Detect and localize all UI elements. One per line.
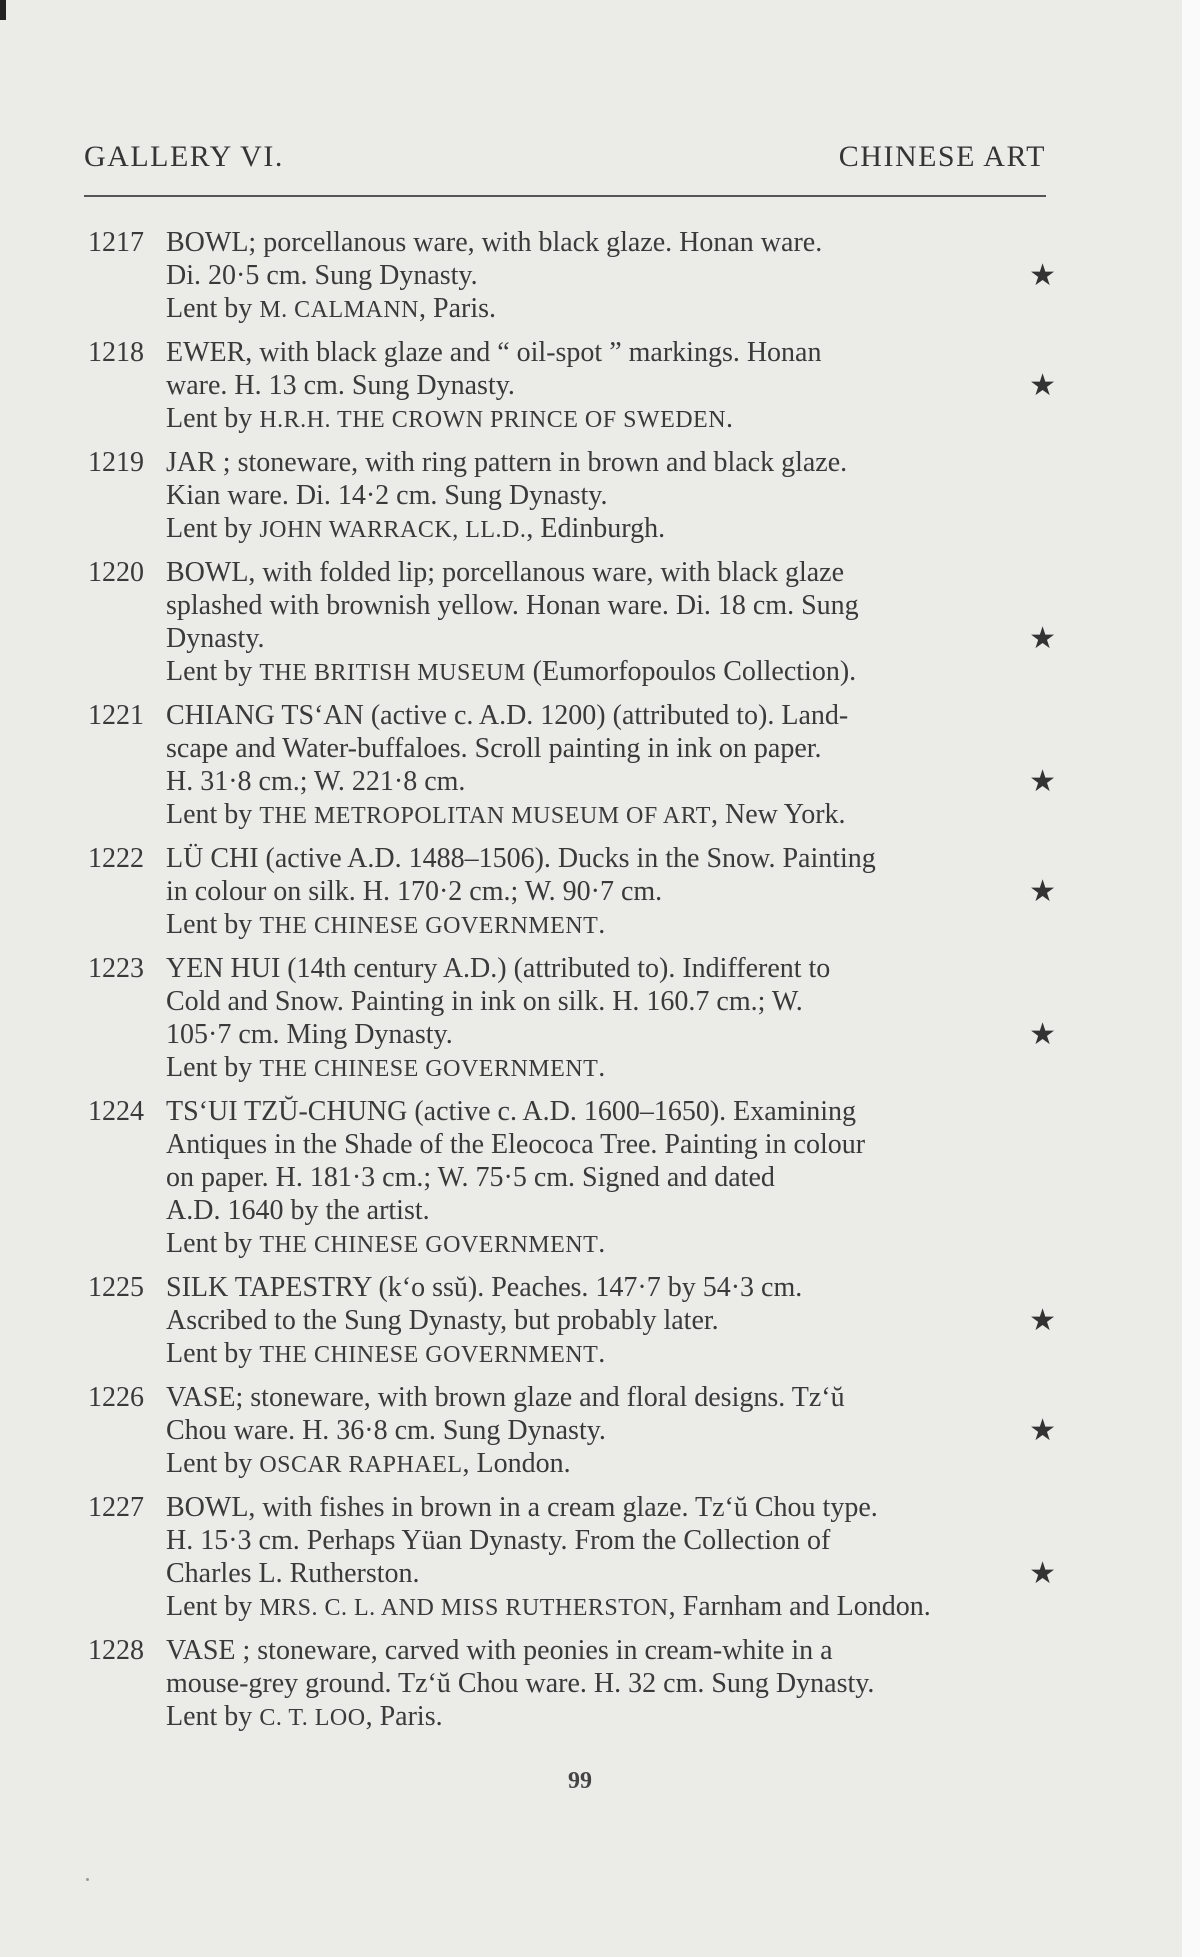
entry-description-line — [166, 1524, 1056, 1557]
page-number: 99 — [568, 1768, 592, 1794]
section-heading: CHINESE ART — [838, 140, 1046, 173]
entry-description-line — [166, 1381, 1056, 1414]
lender-suffix: , Paris. — [419, 293, 496, 324]
entry-text: 105·7 cm. Ming Dynasty. — [166, 1019, 453, 1050]
entry-description-line — [166, 842, 1056, 875]
entry-number: 1220 — [88, 557, 144, 588]
entry-text: SILK TAPESTRY (k‘o ssŭ). Peaches. 147·7 by 54·3 cm. — [166, 1272, 803, 1303]
entry-text: splashed with brownish yellow. Honan ware. Di. 18 cm. Sung — [166, 590, 859, 621]
running-head — [84, 140, 1046, 174]
entry-text: LÜ CHI (active A.D. 1488–1506). Ducks in the Snow. Painting — [166, 843, 876, 874]
lender-prefix: Lent by — [166, 1228, 253, 1259]
gallery-heading: GALLERY VI. — [84, 140, 284, 173]
catalogue-entry — [88, 556, 1056, 690]
catalogue-entry — [88, 842, 1056, 943]
lender-line — [166, 402, 1056, 437]
lender-line — [166, 1337, 1056, 1372]
star-icon: ★ — [1029, 1304, 1056, 1337]
catalogue-entry — [88, 226, 1056, 327]
lender-suffix: (Eumorfopoulos Collection). — [525, 656, 857, 687]
entry-number: 1226 — [88, 1382, 144, 1413]
entry-number: 1225 — [88, 1272, 144, 1303]
entry-description-line — [166, 446, 1056, 479]
entry-description-line — [166, 732, 1056, 765]
entry-description-line — [166, 369, 1056, 402]
catalogue-entry — [88, 1491, 1056, 1625]
entry-description-line — [166, 589, 1056, 622]
paper-speck — [86, 1878, 89, 1881]
catalogue-entry — [88, 952, 1056, 1086]
lender-name: M. CALMANN — [259, 297, 419, 323]
entry-description-line — [166, 1667, 1056, 1700]
entry-text: Charles L. Rutherston. — [166, 1558, 420, 1589]
entry-text: Chou ware. H. 36·8 cm. Sung Dynasty. — [166, 1415, 606, 1446]
lender-name: C. T. LOO — [259, 1705, 366, 1731]
entry-description-line — [166, 1271, 1056, 1304]
star-icon: ★ — [1029, 369, 1056, 402]
entry-text: H. 15·3 cm. Perhaps Yüan Dynasty. From the Collection of — [166, 1525, 831, 1556]
lender-prefix: Lent by — [166, 513, 253, 544]
entry-text: VASE; stoneware, with brown glaze and floral designs. Tz‘ŭ — [166, 1382, 845, 1413]
entry-text: H. 31·8 cm.; W. 221·8 cm. — [166, 766, 466, 797]
entry-description-line — [166, 1095, 1056, 1128]
star-icon: ★ — [1029, 1557, 1056, 1590]
star-icon: ★ — [1029, 622, 1056, 655]
entry-description-line — [166, 1557, 1056, 1590]
entry-text: Antiques in the Shade of the Eleococa Tree. Painting in colour — [166, 1129, 866, 1160]
lender-name: H.R.H. THE CROWN PRINCE OF SWEDEN — [259, 407, 727, 433]
entry-description-line — [166, 1018, 1056, 1051]
star-icon: ★ — [1029, 765, 1056, 798]
lender-prefix: Lent by — [166, 403, 253, 434]
catalogue-entry — [88, 336, 1056, 437]
entry-description-line — [166, 1491, 1056, 1524]
entry-text: BOWL; porcellanous ware, with black glaze. Honan ware. — [166, 227, 823, 258]
lender-suffix: , New York. — [710, 799, 846, 830]
entry-text: TS‘UI TZŬ-CHUNG (active c. A.D. 1600–1650). Examining — [166, 1096, 857, 1127]
lender-prefix: Lent by — [166, 1052, 253, 1083]
lender-suffix: , Paris. — [365, 1701, 443, 1732]
lender-name: THE METROPOLITAN MUSEUM OF ART — [259, 803, 711, 829]
lender-line — [166, 1700, 1056, 1735]
header-rule — [84, 195, 1046, 197]
entry-description-line — [166, 259, 1056, 292]
lender-line — [166, 512, 1056, 547]
entry-text: ware. H. 13 cm. Sung Dynasty. — [166, 370, 515, 401]
entry-text: Di. 20·5 cm. Sung Dynasty. — [166, 260, 478, 291]
entry-description-line — [166, 699, 1056, 732]
entry-description-line — [166, 1161, 1056, 1194]
entry-text: scape and Water-buffaloes. Scroll painting in ink on paper. — [166, 733, 822, 764]
catalogue-entry — [88, 1381, 1056, 1482]
lender-name: THE BRITISH MUSEUM — [259, 660, 526, 686]
lender-name: OSCAR RAPHAEL — [259, 1452, 463, 1478]
entry-description-line — [166, 1304, 1056, 1337]
entry-text: CHIANG TS‘AN (active c. A.D. 1200) (attributed to). Land- — [166, 700, 849, 731]
lender-prefix: Lent by — [166, 1591, 253, 1622]
lender-suffix: , Edinburgh. — [526, 513, 666, 544]
star-icon: ★ — [1029, 875, 1056, 908]
entry-text: mouse-grey ground. Tz‘ŭ Chou ware. H. 32 cm. Sung Dynasty. — [166, 1668, 875, 1699]
entry-text: on paper. H. 181·3 cm.; W. 75·5 cm. Signed and dated — [166, 1162, 775, 1193]
lender-line — [166, 1590, 1056, 1625]
entry-number: 1219 — [88, 447, 144, 478]
entry-text: Kian ware. Di. 14·2 cm. Sung Dynasty. — [166, 480, 608, 511]
entry-description-line — [166, 479, 1056, 512]
lender-suffix: , Farnham and London. — [668, 1591, 931, 1622]
entry-description-line — [166, 875, 1056, 908]
lender-line — [166, 292, 1056, 327]
lender-name: MRS. C. L. AND MISS RUTHERSTON — [259, 1595, 669, 1621]
entry-text: Ascribed to the Sung Dynasty, but probably later. — [166, 1305, 719, 1336]
entry-number: 1223 — [88, 953, 144, 984]
catalogue-entry — [88, 699, 1056, 833]
catalogue-entries — [88, 226, 1056, 1744]
catalogue-entry — [88, 446, 1056, 547]
lender-prefix: Lent by — [166, 293, 253, 324]
lender-suffix: . — [598, 1052, 606, 1083]
entry-description-line — [166, 985, 1056, 1018]
entry-description-line — [166, 336, 1056, 369]
entry-description-line — [166, 1128, 1056, 1161]
entry-description-line — [166, 1634, 1056, 1667]
lender-name: JOHN WARRACK, LL.D. — [259, 517, 527, 543]
entry-number: 1217 — [88, 227, 144, 258]
entry-description-line — [166, 226, 1056, 259]
lender-suffix: . — [598, 1338, 606, 1369]
entry-number: 1227 — [88, 1492, 144, 1523]
lender-suffix: , London. — [462, 1448, 571, 1479]
entry-number: 1228 — [88, 1635, 144, 1666]
lender-line — [166, 908, 1056, 943]
entry-text: Cold and Snow. Painting in ink on silk. H. 160.7 cm.; W. — [166, 986, 803, 1017]
entry-text: BOWL, with fishes in brown in a cream glaze. Tz‘ŭ Chou type. — [166, 1492, 878, 1523]
lender-name: THE CHINESE GOVERNMENT — [259, 1342, 599, 1368]
lender-line — [166, 1227, 1056, 1262]
lender-suffix: . — [598, 909, 606, 940]
lender-prefix: Lent by — [166, 1701, 253, 1732]
catalogue-entry — [88, 1095, 1056, 1262]
star-icon: ★ — [1029, 259, 1056, 292]
lender-prefix: Lent by — [166, 1448, 253, 1479]
entry-number: 1224 — [88, 1096, 144, 1127]
entry-description-line — [166, 622, 1056, 655]
lender-line — [166, 655, 1056, 690]
entry-text: YEN HUI (14th century A.D.) (attributed to). Indifferent to — [166, 953, 831, 984]
entry-text: EWER, with black glaze and “ oil-spot ” markings. Honan — [166, 337, 822, 368]
star-icon: ★ — [1029, 1414, 1056, 1447]
lender-name: THE CHINESE GOVERNMENT — [259, 1232, 599, 1258]
entry-text: in colour on silk. H. 170·2 cm.; W. 90·7 cm. — [166, 876, 663, 907]
catalogue-entry — [88, 1634, 1056, 1735]
entry-number: 1218 — [88, 337, 144, 368]
entry-text: A.D. 1640 by the artist. — [166, 1195, 430, 1226]
entry-description-line — [166, 1414, 1056, 1447]
lender-prefix: Lent by — [166, 909, 253, 940]
entry-number: 1222 — [88, 843, 144, 874]
entry-description-line — [166, 556, 1056, 589]
page-edge — [1182, 0, 1200, 1957]
catalogue-entry — [88, 1271, 1056, 1372]
lender-line — [166, 1051, 1056, 1086]
lender-name: THE CHINESE GOVERNMENT — [259, 1056, 599, 1082]
scan-edge-mark — [0, 0, 6, 20]
lender-line — [166, 798, 1056, 833]
entry-text: Dynasty. — [166, 623, 265, 654]
entry-text: VASE ; stoneware, carved with peonies in cream-white in a — [166, 1635, 833, 1666]
entry-text: BOWL, with folded lip; porcellanous ware, with black glaze — [166, 557, 845, 588]
lender-suffix: . — [598, 1228, 606, 1259]
entry-number: 1221 — [88, 700, 144, 731]
lender-prefix: Lent by — [166, 799, 253, 830]
lender-prefix: Lent by — [166, 1338, 253, 1369]
lender-suffix: . — [726, 403, 734, 434]
lender-line — [166, 1447, 1056, 1482]
entry-description-line — [166, 765, 1056, 798]
entry-description-line — [166, 1194, 1056, 1227]
entry-description-line — [166, 952, 1056, 985]
entry-text: JAR ; stoneware, with ring pattern in brown and black glaze. — [166, 447, 848, 478]
lender-name: THE CHINESE GOVERNMENT — [259, 913, 599, 939]
star-icon: ★ — [1029, 1018, 1056, 1051]
lender-prefix: Lent by — [166, 656, 253, 687]
